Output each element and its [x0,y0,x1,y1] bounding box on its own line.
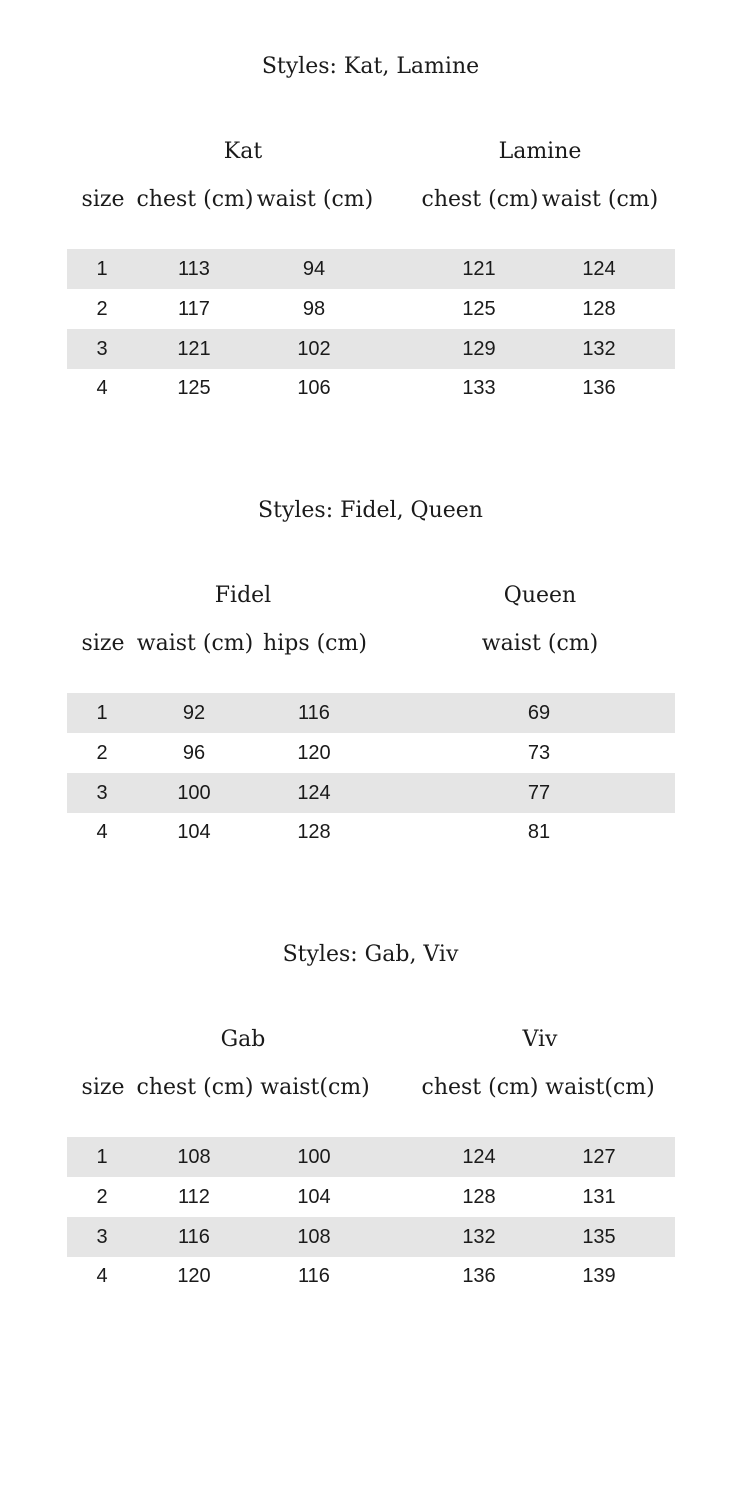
lamine-waist-cell: 128 [582,298,616,320]
lamine-chest-cell: 133 [462,377,496,399]
gab-waist-cell: 104 [297,1186,331,1208]
fidel-hips-cell: 120 [297,742,331,764]
gab-chest-cell: 116 [178,1226,210,1248]
size-cell: 4 [96,1265,108,1287]
size-cell: 3 [96,782,108,804]
col-header-kat-chest: chest (cm) [136,187,254,212]
size-cell: 1 [96,258,108,280]
size-cell: 1 [96,1146,108,1168]
col-header-viv-chest: chest (cm) [421,1075,539,1100]
col-header-fidel-hips: hips (cm) [263,631,367,656]
col-header-viv-waist: waist(cm) [545,1075,655,1100]
gab-waist-cell: 100 [297,1146,331,1168]
lamine-waist-cell: 132 [582,338,616,360]
kat-chest-cell: 117 [178,298,210,320]
viv-chest-cell: 124 [462,1146,496,1168]
fidel-hips-cell: 128 [297,821,331,843]
col-header-gab-chest: chest (cm) [136,1075,254,1100]
table-row [67,1217,675,1257]
col-header-size: size [81,187,125,212]
queen-waist-cell: 73 [527,742,551,764]
lamine-waist-cell: 136 [582,377,616,399]
table-row [67,249,675,289]
group-title-fidel: Fidel [214,583,272,608]
queen-waist-cell: 77 [527,782,551,804]
col-header-size: size [81,1075,125,1100]
lamine-chest-cell: 129 [462,338,496,360]
size-cell: 4 [96,821,108,843]
lamine-waist-cell: 124 [582,258,616,280]
size-cell: 2 [96,742,108,764]
col-header-lamine-chest: chest (cm) [421,187,539,212]
group-title-gab: Gab [220,1027,266,1052]
table-row [67,329,675,369]
viv-waist-cell: 131 [582,1186,616,1208]
table-row [67,289,675,329]
viv-waist-cell: 135 [582,1226,616,1248]
queen-waist-cell: 69 [527,702,551,724]
size-cell: 3 [96,338,108,360]
section-title: Styles: Kat, Lamine [261,54,480,79]
fidel-waist-cell: 96 [182,742,206,764]
size-cell: 2 [96,1186,108,1208]
gab-chest-cell: 108 [177,1146,211,1168]
table-row [67,368,675,408]
fidel-waist-cell: 92 [182,702,206,724]
table-row [67,1256,675,1296]
kat-waist-cell: 98 [302,298,326,320]
viv-chest-cell: 128 [462,1186,496,1208]
size-cell: 4 [96,377,108,399]
fidel-waist-cell: 100 [177,782,211,804]
queen-waist-cell: 81 [527,821,551,843]
lamine-chest-cell: 121 [462,258,496,280]
group-title-lamine: Lamine [498,139,582,164]
col-header-size: size [81,631,125,656]
viv-chest-cell: 132 [462,1226,496,1248]
size-cell: 2 [96,298,108,320]
table-row [67,812,675,852]
gab-chest-cell: 112 [178,1186,210,1208]
section-title: Styles: Fidel, Queen [258,498,483,523]
size-chart-gab-viv [0,888,741,1288]
table-row [67,1137,675,1177]
kat-waist-cell: 102 [297,338,331,360]
col-header-gab-waist: waist(cm) [260,1075,370,1100]
size-cell: 1 [96,702,108,724]
fidel-hips-cell: 116 [298,702,330,724]
viv-waist-cell: 127 [582,1146,616,1168]
kat-chest-cell: 125 [177,377,211,399]
viv-chest-cell: 136 [462,1265,496,1287]
group-title-queen: Queen [503,583,577,608]
size-chart-fidel-queen [0,444,741,844]
kat-chest-cell: 113 [178,258,210,280]
col-header-fidel-waist: waist (cm) [136,631,254,656]
size-chart-kat-lamine [0,0,741,400]
table-row [67,1177,675,1217]
col-header-lamine-waist: waist (cm) [541,187,659,212]
gab-chest-cell: 120 [177,1265,211,1287]
col-header-queen-waist: waist (cm) [481,631,599,656]
table-row [67,773,675,813]
lamine-chest-cell: 125 [462,298,496,320]
table-row [67,693,675,733]
group-title-viv: Viv [522,1027,558,1052]
size-cell: 3 [96,1226,108,1248]
kat-waist-cell: 94 [302,258,326,280]
table-row [67,733,675,773]
kat-waist-cell: 106 [297,377,331,399]
viv-waist-cell: 139 [582,1265,616,1287]
kat-chest-cell: 121 [177,338,211,360]
section-title: Styles: Gab, Viv [282,942,459,967]
gab-waist-cell: 108 [297,1226,331,1248]
gab-waist-cell: 116 [298,1265,330,1287]
fidel-waist-cell: 104 [177,821,211,843]
col-header-kat-waist: waist (cm) [256,187,374,212]
group-title-kat: Kat [223,139,263,164]
fidel-hips-cell: 124 [297,782,331,804]
